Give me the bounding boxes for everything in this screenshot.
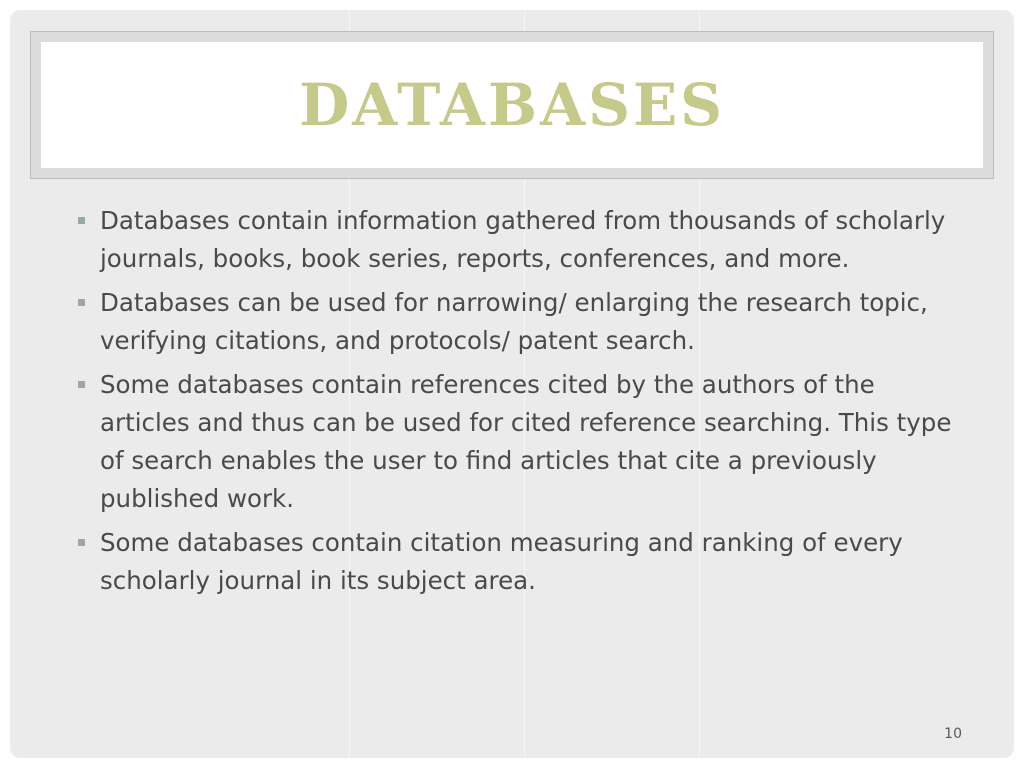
bullet-text: Some databases contain references cited by the authors of the articles and thus can be used for cited reference searching. This type of search enables the user to find articles that cite a previously published work. [100, 370, 952, 513]
slide [10, 10, 1014, 758]
square-bullet-icon [78, 217, 85, 224]
bullet-text: Databases can be used for narrowing/ enlarging the research topic, verifying citations, and protocols/ patent search. [100, 288, 928, 355]
square-bullet-icon [78, 299, 85, 306]
bullet-item [72, 524, 972, 600]
bullet-item [72, 202, 972, 278]
bullet-text: Databases contain information gathered from thousands of scholarly journals, books, book series, reports, conferences, and more. [100, 206, 946, 273]
bullet-text: Some databases contain citation measuring and ranking of every scholarly journal in its subject area. [100, 528, 903, 595]
bullet-item [72, 284, 972, 360]
square-bullet-icon [78, 539, 85, 546]
title-frame [30, 31, 994, 179]
bullet-list [72, 202, 972, 606]
square-bullet-icon [78, 381, 85, 388]
page-number: 10 [944, 726, 962, 742]
title-box [41, 42, 983, 168]
bullet-item [72, 366, 972, 518]
slide-title: DATABASES [298, 71, 726, 139]
